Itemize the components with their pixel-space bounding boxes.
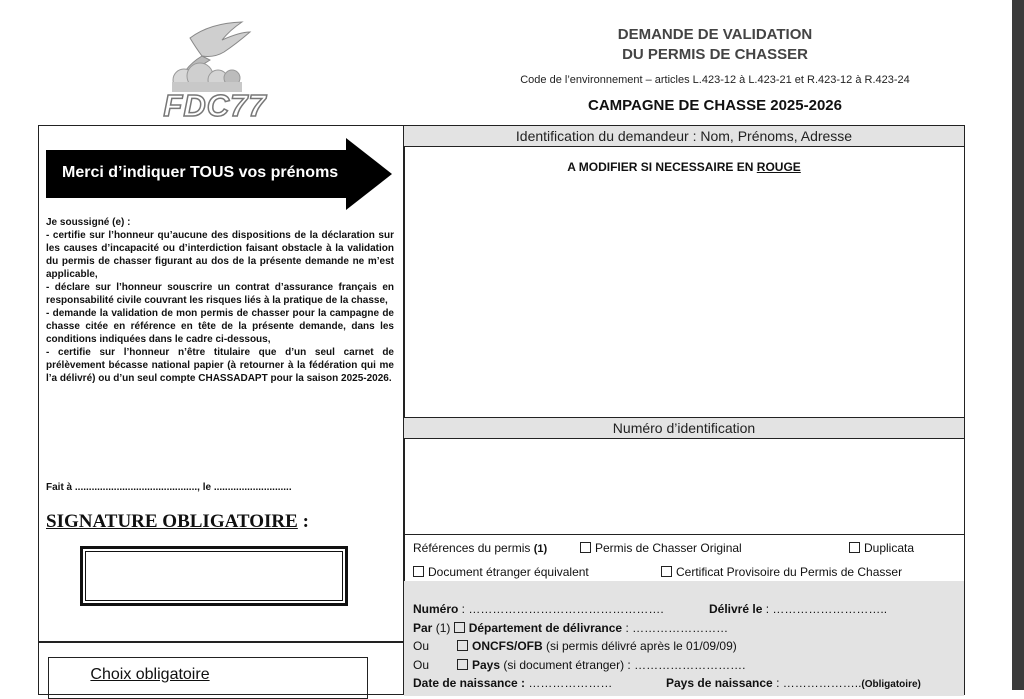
pays-note: (si document étranger) : ………………………. (500, 658, 746, 672)
numero-dots: : …………………………………………. (458, 602, 664, 616)
numero-field[interactable] (413, 602, 664, 616)
option-original[interactable] (580, 541, 742, 555)
delivre-field[interactable] (709, 602, 887, 616)
numero-label: Numéro (413, 602, 459, 616)
identity-area[interactable] (404, 146, 964, 416)
refs-label (413, 541, 547, 555)
modifier-rouge: ROUGE (756, 160, 801, 174)
naissance-field[interactable] (413, 676, 612, 690)
oncfs-note: (si permis délivré après le 01/09/09) (542, 639, 737, 653)
pays-field[interactable] (457, 658, 745, 672)
campaign-title: CAMPAGNE DE CHASSE 2025-2026 (588, 97, 842, 114)
signature-box[interactable] (80, 546, 348, 606)
logo-text: FDC77 (163, 88, 267, 123)
checkbox-original[interactable] (580, 542, 591, 553)
delivre-label: Délivré le (709, 602, 763, 616)
oncfs-label: ONCFS/OFB (472, 639, 543, 653)
ou-label-2: Ou (413, 658, 430, 672)
pays-naissance-dots: : ……………….. (772, 676, 862, 690)
choix-obligatoire-label: Choix obligatoire (90, 666, 210, 683)
signature-title (46, 511, 309, 533)
pays-naissance-label: Pays de naissance (666, 676, 773, 690)
ident-header: Identification du demandeur : Nom, Prénoms, Adresse (404, 126, 964, 147)
oncfs-field[interactable] (457, 639, 737, 653)
modifier-prefix: A MODIFIER SI NECESSAIRE EN (567, 160, 757, 174)
option-duplicata[interactable] (849, 541, 914, 555)
checkbox-departement[interactable] (454, 622, 465, 633)
departement-field[interactable] (413, 621, 728, 635)
numero-area[interactable] (404, 439, 964, 534)
title-line-1: DEMANDE DE VALIDATION (617, 26, 813, 43)
par-label: Par (413, 621, 433, 635)
ou-label-1: Ou (413, 639, 430, 653)
checkbox-etranger[interactable] (413, 566, 424, 577)
prenoms-instruction: Merci d’indiquer TOUS vos prénoms (62, 164, 339, 181)
refs-label-text: Références du permis (413, 541, 534, 555)
refs-note: (1) (533, 543, 548, 555)
declaration-line: - déclare sur l’honneur souscrire un contrat d’assurance français en responsabilité civile couvrant les risques liés à la pratique de la chasse, (46, 282, 394, 306)
left-divider (38, 641, 404, 643)
option-etranger-label: Document étranger équivalent (428, 565, 589, 579)
naissance-dots: ………………… (525, 676, 613, 690)
par-note: (1) (432, 621, 454, 635)
page-edge-strip (1012, 0, 1024, 690)
obligatoire-note: (Obligatoire) (861, 679, 921, 690)
numero-header: Numéro d’identification (404, 417, 964, 439)
departement-label: Département de délivrance (468, 621, 623, 635)
option-duplicata-label: Duplicata (864, 541, 915, 555)
signature-title-colon: : (297, 511, 309, 532)
delivre-dots: : ……………………….. (762, 602, 888, 616)
option-provisoire[interactable] (661, 565, 902, 579)
signature-title-text: SIGNATURE OBLIGATOIRE (46, 511, 298, 532)
declaration-line: - certifie sur l’honneur qu’aucune des dispositions de la déclaration sur les causes d’incapacité ou d’interdiction faisant obstacle à la validation du permis de chasser figurant au dos de la présente demande ne m’est applicable, (46, 230, 394, 280)
pays-naissance-field[interactable] (666, 676, 921, 690)
declaration-text (46, 216, 394, 385)
fait-a-field[interactable]: Fait à ............................................, le ............................ (46, 482, 292, 493)
title-line-2: DU PERMIS DE CHASSER (622, 46, 808, 63)
declaration-line: - certifie sur l’honneur n’être titulaire que d’un seul carnet de prélèvement bécasse national papier (à retourner à la fédération qui me l’a délivré) ou d’un seul compte CHASSADAPT pour la saison 2025-2026. (46, 347, 394, 384)
option-etranger[interactable] (413, 565, 589, 579)
declaration-line: - demande la validation de mon permis de chasser pour la campagne de chasse citée en référence en tête de la présente demande, dans les conditions indiquées dans le cadre ci-dessous, (46, 308, 394, 345)
pays-label: Pays (472, 658, 501, 672)
checkbox-oncfs[interactable] (457, 640, 468, 651)
naissance-label: Date de naissance : (413, 676, 526, 690)
code-reference: Code de l’environnement – articles L.423-12 à L.423-21 et R.423-12 à R.423-24 (520, 74, 910, 86)
checkbox-provisoire[interactable] (661, 566, 672, 577)
option-provisoire-label: Certificat Provisoire du Permis de Chasser (676, 565, 903, 579)
option-original-label: Permis de Chasser Original (595, 541, 742, 555)
departement-dots: : …………………… (622, 621, 729, 635)
declaration-line: Je soussigné (e) : (46, 217, 131, 228)
checkbox-pays[interactable] (457, 659, 468, 670)
checkbox-duplicata[interactable] (849, 542, 860, 553)
